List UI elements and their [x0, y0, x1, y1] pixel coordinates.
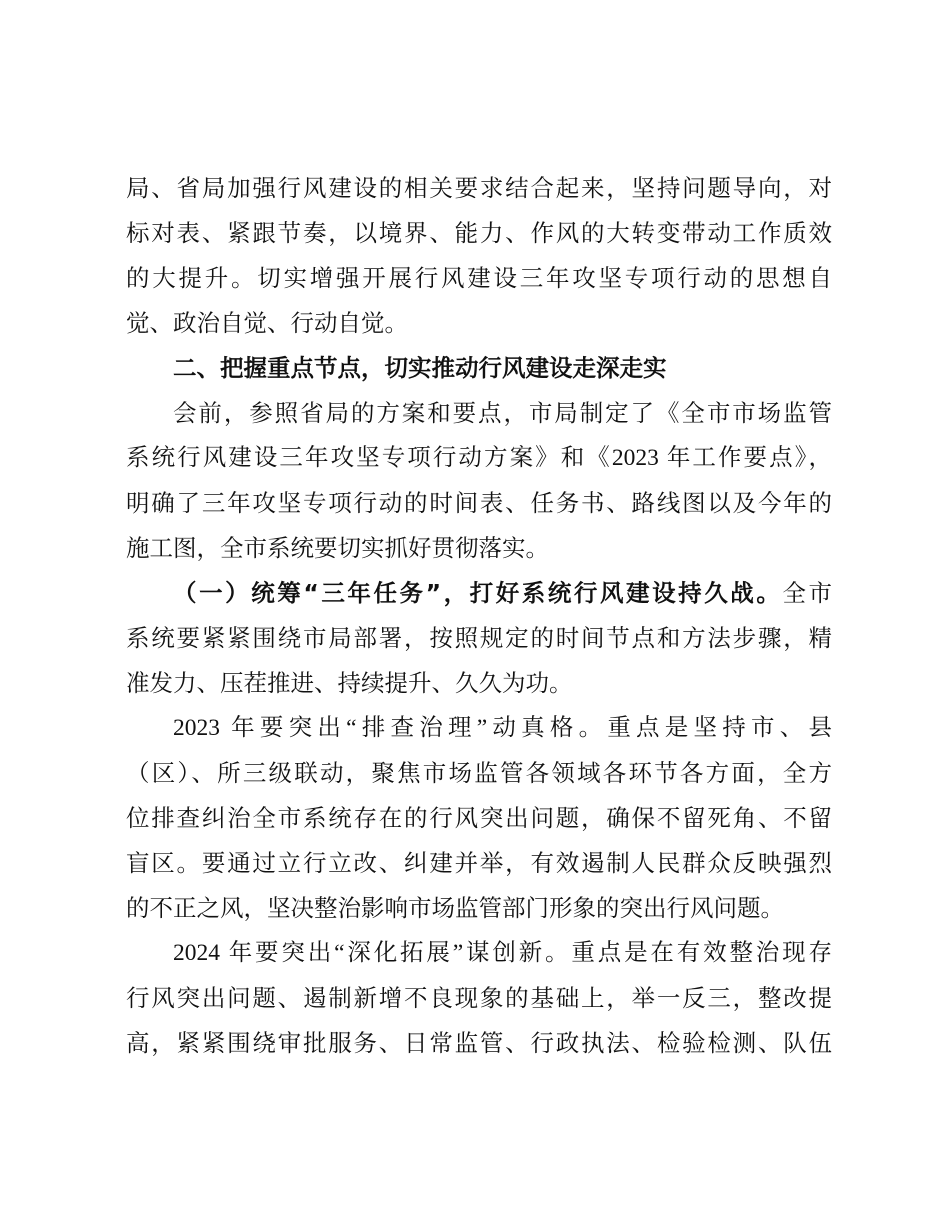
- document-body: [126, 166, 832, 1066]
- text-line: 2024 年要突出“深化拓展”谋创新。重点是在有效整治现存: [173, 940, 832, 966]
- text-line: 的大提升。切实增强开展行风建设三年攻坚专项行动的思想自: [126, 264, 832, 292]
- text-line: 行风突出问题、遏制新增不良现象的基础上，举一反三，整改提: [126, 984, 832, 1012]
- text-line: 位排查纠治全市系统存在的行风突出问题，确保不留死角、不留: [126, 804, 832, 832]
- text-line: 觉、政治自觉、行动自觉。: [126, 309, 408, 337]
- paragraph-three-year-task: [126, 571, 832, 706]
- text-line: [126, 571, 832, 616]
- subheading-text: （一）统筹“三年任务”，打好系统行风建设持久战。: [173, 579, 783, 607]
- text-line: 施工图，全市系统要切实抓好贯彻落实。: [126, 534, 549, 562]
- text-line: 准发力、压茬推进、持续提升、久久为功。: [126, 669, 573, 697]
- lead-rest-text: 全市: [782, 579, 832, 607]
- section-heading: [126, 346, 832, 391]
- text-line: 盲区。要通过立行立改、纠建并举，有效遏制人民群众反映强烈: [126, 849, 832, 877]
- text-line: 2023 年要突出“排查治理”动真格。重点是坚持市、县: [173, 715, 832, 741]
- paragraph-plan: [126, 391, 832, 571]
- text-line: （区）、所三级联动，聚焦市场监管各领域各环节各方面，全方: [126, 759, 832, 787]
- text-line: 的不正之风，坚决整治影响市场监管部门形象的突出行风问题。: [126, 894, 784, 922]
- text-line: 系统要紧紧围绕市局部署，按照规定的时间节点和方法步骤，精: [126, 624, 832, 652]
- paragraph-continuation: [126, 166, 832, 346]
- heading-text: 二、把握重点节点，切实推动行风建设走深走实: [173, 354, 667, 382]
- text-line: 标对表、紧跟节奏，以境界、能力、作风的大转变带动工作质效: [126, 219, 832, 247]
- text-line: 局、省局加强行风建设的相关要求结合起来，坚持问题导向，对: [126, 174, 832, 202]
- paragraph-2024: [126, 931, 832, 1066]
- text-line: 会前，参照省局的方案和要点，市局制定了《全市市场监管: [173, 399, 832, 427]
- text-line: 系统行风建设三年攻坚专项行动方案》和《2023 年工作要点》，: [126, 445, 832, 471]
- text-line: 高，紧紧围绕审批服务、日常监管、行政执法、检验检测、队伍: [126, 1029, 832, 1057]
- paragraph-2023: [126, 706, 832, 931]
- text-line: 明确了三年攻坚专项行动的时间表、任务书、路线图以及今年的: [126, 489, 832, 517]
